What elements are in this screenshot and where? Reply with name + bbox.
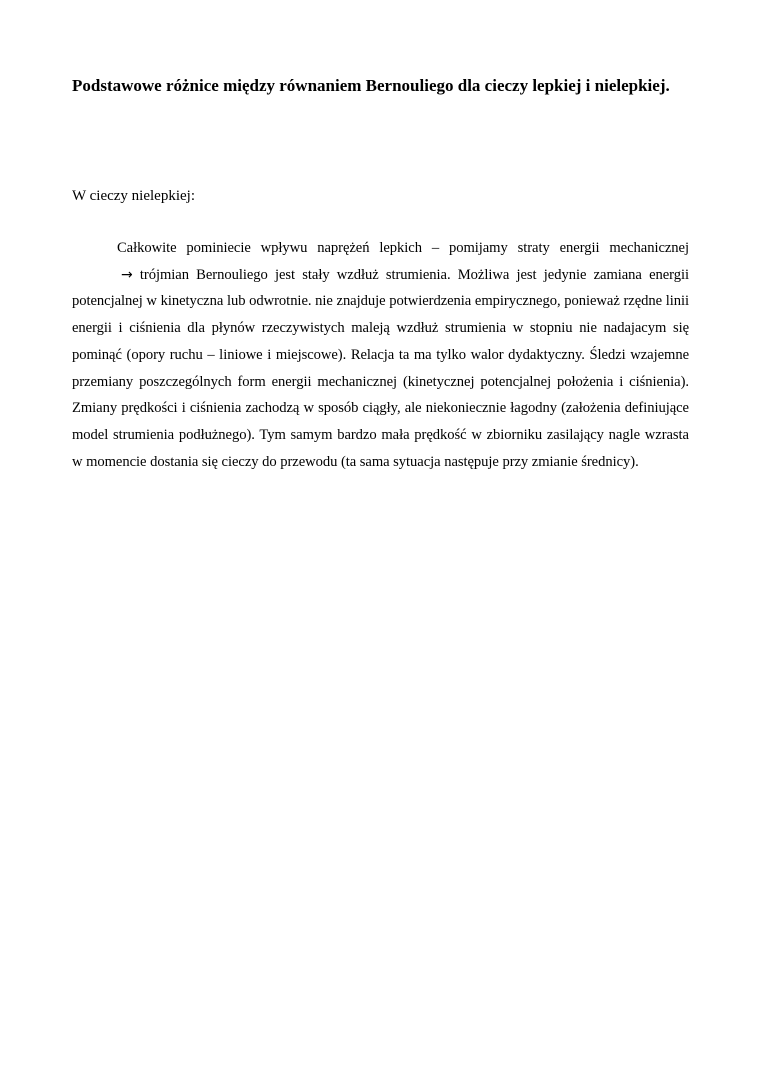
section-label: W cieczy nielepkiej:: [72, 188, 195, 204]
paragraph-text-part1: Całkowite pominiecie wpływu naprężeń lepkich – pomijamy straty energii mechanicznej: [117, 240, 689, 256]
paragraph-text-part2: trójmian Bernouliego jest stały wzdłuż strumienia. Możliwa jest jedynie zamiana energii potencjalnej w kinetyczna lub odwrotnie. nie znajduje potwierdzenia empirycznego, ponieważ rzędne linii energii i ciśnienia dla płynów rzeczywistych maleją wzdłuż strumienia w stopniu nie nadajacym się pominąć (opory ruchu – liniowe i miejscowe). Relacja ta ma tylko walor dydaktyczny. Śledzi wzajemne przemiany poszczególnych form energii mechanicznej (kinetycznej potencjalnej położenia i ciśnienia). Zmiany prędkości i ciśnienia zachodzą w sposób ciągły, ale niekoniecznie łagodny (założenia definiujące model strumienia podłużnego). Tym samym bardzo mała prędkość w zbiorniku zasilający nagle wzrasta w momencie dostania się cieczy do przewodu (ta sama sytuacja następuje przy zmianie średnicy).: [72, 266, 689, 470]
document-title: Podstawowe różnice między równaniem Bernouliego dla cieczy lepkiej i nielepkiej.: [72, 76, 670, 95]
body-paragraph: [72, 235, 689, 475]
arrow-right-icon: →: [121, 266, 133, 283]
